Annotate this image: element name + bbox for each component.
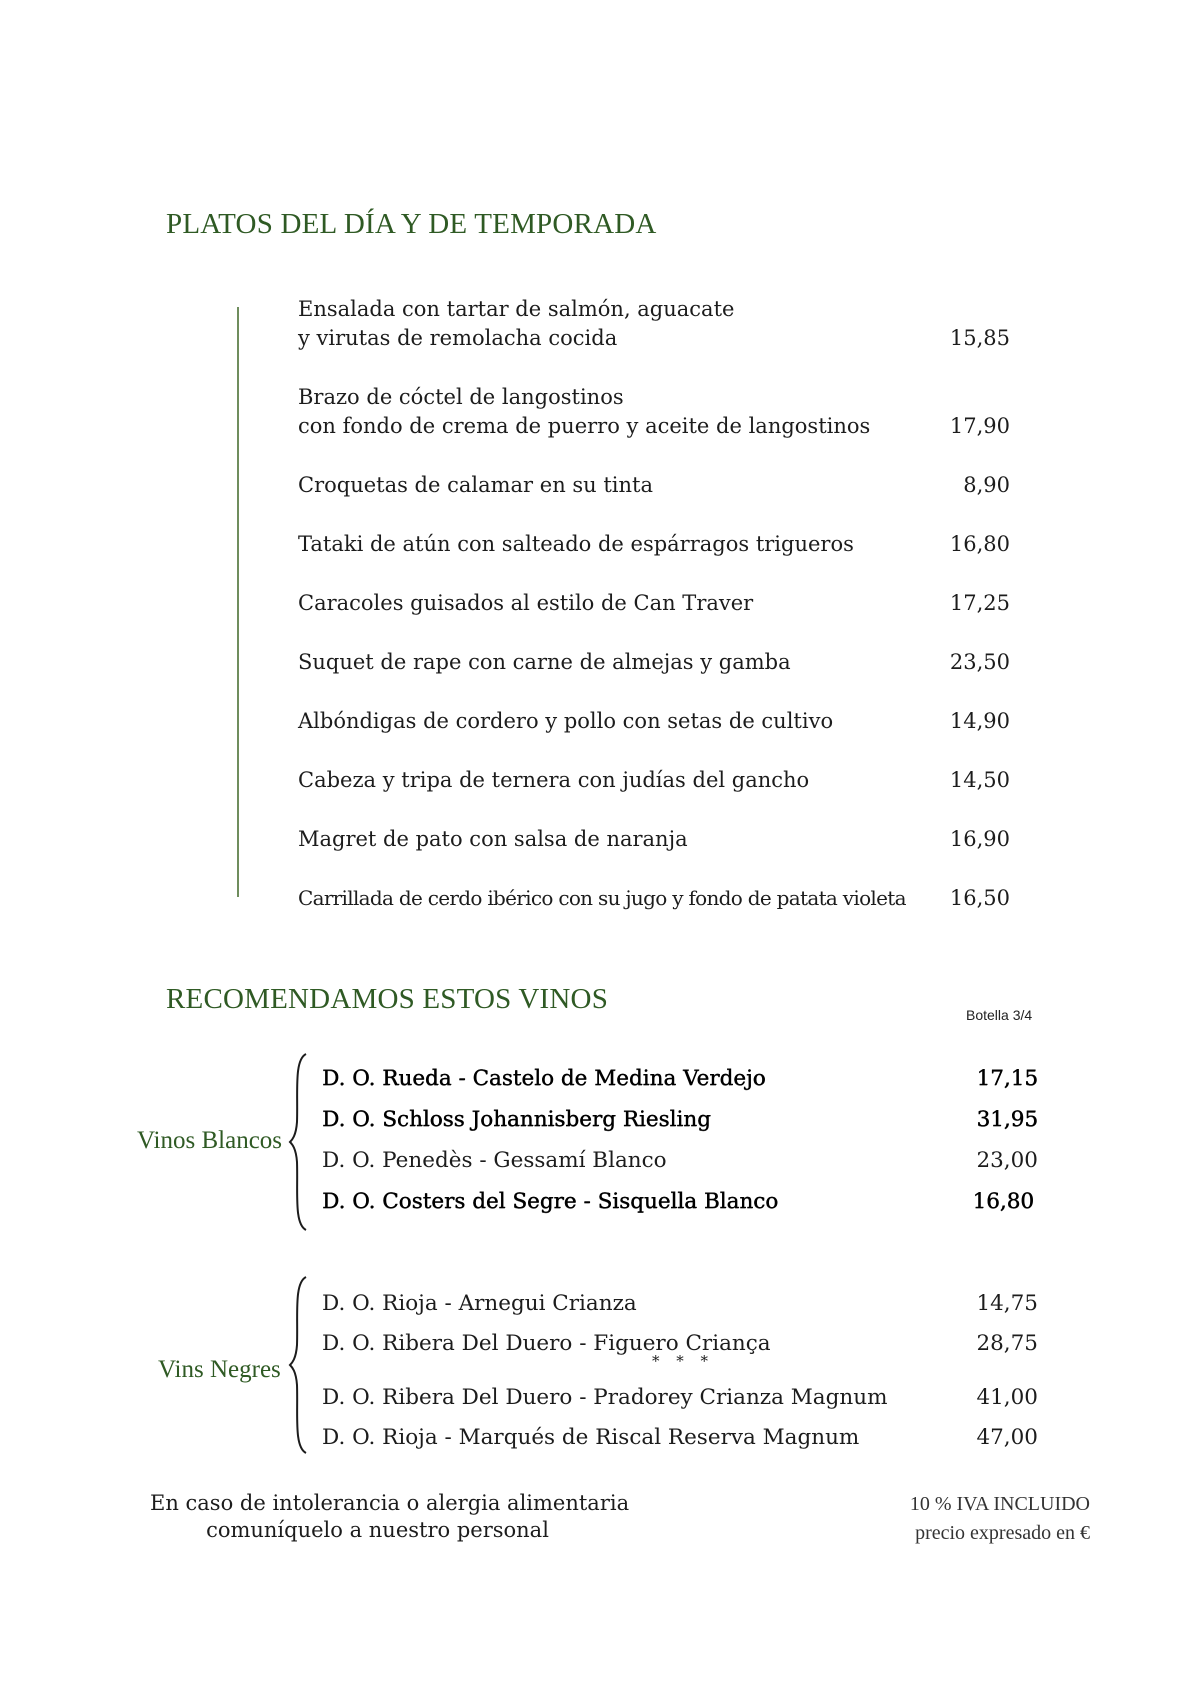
dish-name-line: Albóndigas de cordero y pollo con setas de cultivo [298, 709, 834, 733]
tax-notice [860, 1490, 1090, 1548]
dish-item [298, 530, 1010, 559]
allergy-notice [150, 1490, 630, 1544]
wine-name: D. O. Rioja - Marqués de Riscal Reserva Magnum [322, 1425, 860, 1450]
wine-item [322, 1422, 1038, 1454]
wine-price: 47,00 [976, 1425, 1038, 1450]
dish-item [298, 295, 1010, 353]
wine-price: 17,15 [976, 1066, 1038, 1091]
dish-price: 17,25 [949, 591, 1010, 615]
allergy-notice-line: En caso de intolerancia o alergia alimentaria [150, 1491, 630, 1515]
wine-price: 41,00 [976, 1385, 1038, 1410]
dish-name-line: Ensalada con tartar de salmón, aguacate [298, 297, 735, 321]
dish-item [298, 471, 1010, 500]
dish-item [298, 884, 1010, 913]
dish-price: 17,90 [949, 414, 1010, 438]
dish-name-line: Brazo de cóctel de langostinos [298, 385, 624, 409]
wine-price: 16,80 [972, 1189, 1034, 1214]
wine-name: D. O. Ribera Del Duero - Pradorey Crianza Magnum [322, 1385, 888, 1410]
dish-name-line: Tataki de atún con salteado de espárragos trigueros [298, 532, 854, 556]
dish-price: 8,90 [963, 473, 1010, 497]
tax-notice-line: precio expresado en € [915, 1522, 1090, 1544]
dish-item [298, 589, 1010, 618]
allergy-notice-line: comuníquelo a nuestro personal [206, 1518, 549, 1542]
wine-price: 31,95 [976, 1107, 1038, 1132]
dish-item [298, 766, 1010, 795]
red-wines-brace [288, 1275, 310, 1455]
dish-name-line: Magret de pato con salsa de naranja [298, 827, 688, 851]
dish-price: 16,50 [949, 886, 1010, 910]
dish-name-line: Suquet de rape con carne de almejas y gamba [298, 650, 791, 674]
wine-name: D. O. Schloss Johannisberg Riesling [322, 1107, 711, 1132]
dish-price: 23,50 [949, 650, 1010, 674]
wine-name: D. O. Ribera Del Duero - Figuero Criança [322, 1331, 771, 1356]
wine-item [322, 1186, 1034, 1218]
wine-price: 14,75 [976, 1291, 1038, 1316]
dishes-divider-rule [237, 307, 239, 897]
dish-price: 14,50 [949, 768, 1010, 792]
dish-name-line: con fondo de crema de puerro y aceite de langostinos [298, 414, 871, 438]
wine-name: D. O. Penedès - Gessamí Blanco [322, 1148, 667, 1173]
dish-item [298, 648, 1010, 677]
wine-name: D. O. Rueda - Castelo de Medina Verdejo [322, 1066, 766, 1091]
dish-price: 16,90 [949, 827, 1010, 851]
wine-item [322, 1063, 1038, 1095]
dish-item [298, 825, 1010, 854]
white-wines-brace [288, 1052, 310, 1232]
wine-price: 28,75 [976, 1331, 1038, 1356]
wine-item [322, 1145, 1038, 1177]
dish-name-line: Croquetas de calamar en su tinta [298, 473, 654, 497]
dish-item [298, 383, 1010, 441]
dish-price: 14,90 [949, 709, 1010, 733]
dishes-section-title: PLATOS DEL DÍA Y DE TEMPORADA [166, 208, 657, 240]
dish-name-line: Caracoles guisados al estilo de Can Traver [298, 591, 754, 615]
wines-section-title: RECOMENDAMOS ESTOS VINOS [166, 983, 609, 1015]
wine-item [322, 1382, 1038, 1414]
wine-name: D. O. Costers del Segre - Sisquella Blanco [322, 1189, 779, 1214]
wine-price: 23,00 [976, 1148, 1038, 1173]
tax-notice-line: 10 % IVA INCLUIDO [909, 1493, 1090, 1515]
wine-item [322, 1288, 1038, 1320]
dish-price: 15,85 [949, 326, 1010, 350]
bottle-size-note: Botella 3/4 [966, 1007, 1033, 1023]
dish-item [298, 707, 1010, 736]
wine-name: D. O. Rioja - Arnegui Crianza [322, 1291, 637, 1316]
red-wines-label: Vins Negres [158, 1356, 281, 1383]
wine-separator: * * * [652, 1352, 715, 1370]
dish-name-line: y virutas de remolacha cocida [298, 326, 618, 350]
dish-name-line: Carrillada de cerdo ibérico con su jugo y fondo de patata violeta [298, 886, 906, 910]
dish-name-line: Cabeza y tripa de ternera con judías del gancho [298, 768, 810, 792]
white-wines-label: Vinos Blancos [137, 1127, 283, 1154]
dish-price: 16,80 [949, 532, 1010, 556]
wine-item [322, 1104, 1038, 1136]
